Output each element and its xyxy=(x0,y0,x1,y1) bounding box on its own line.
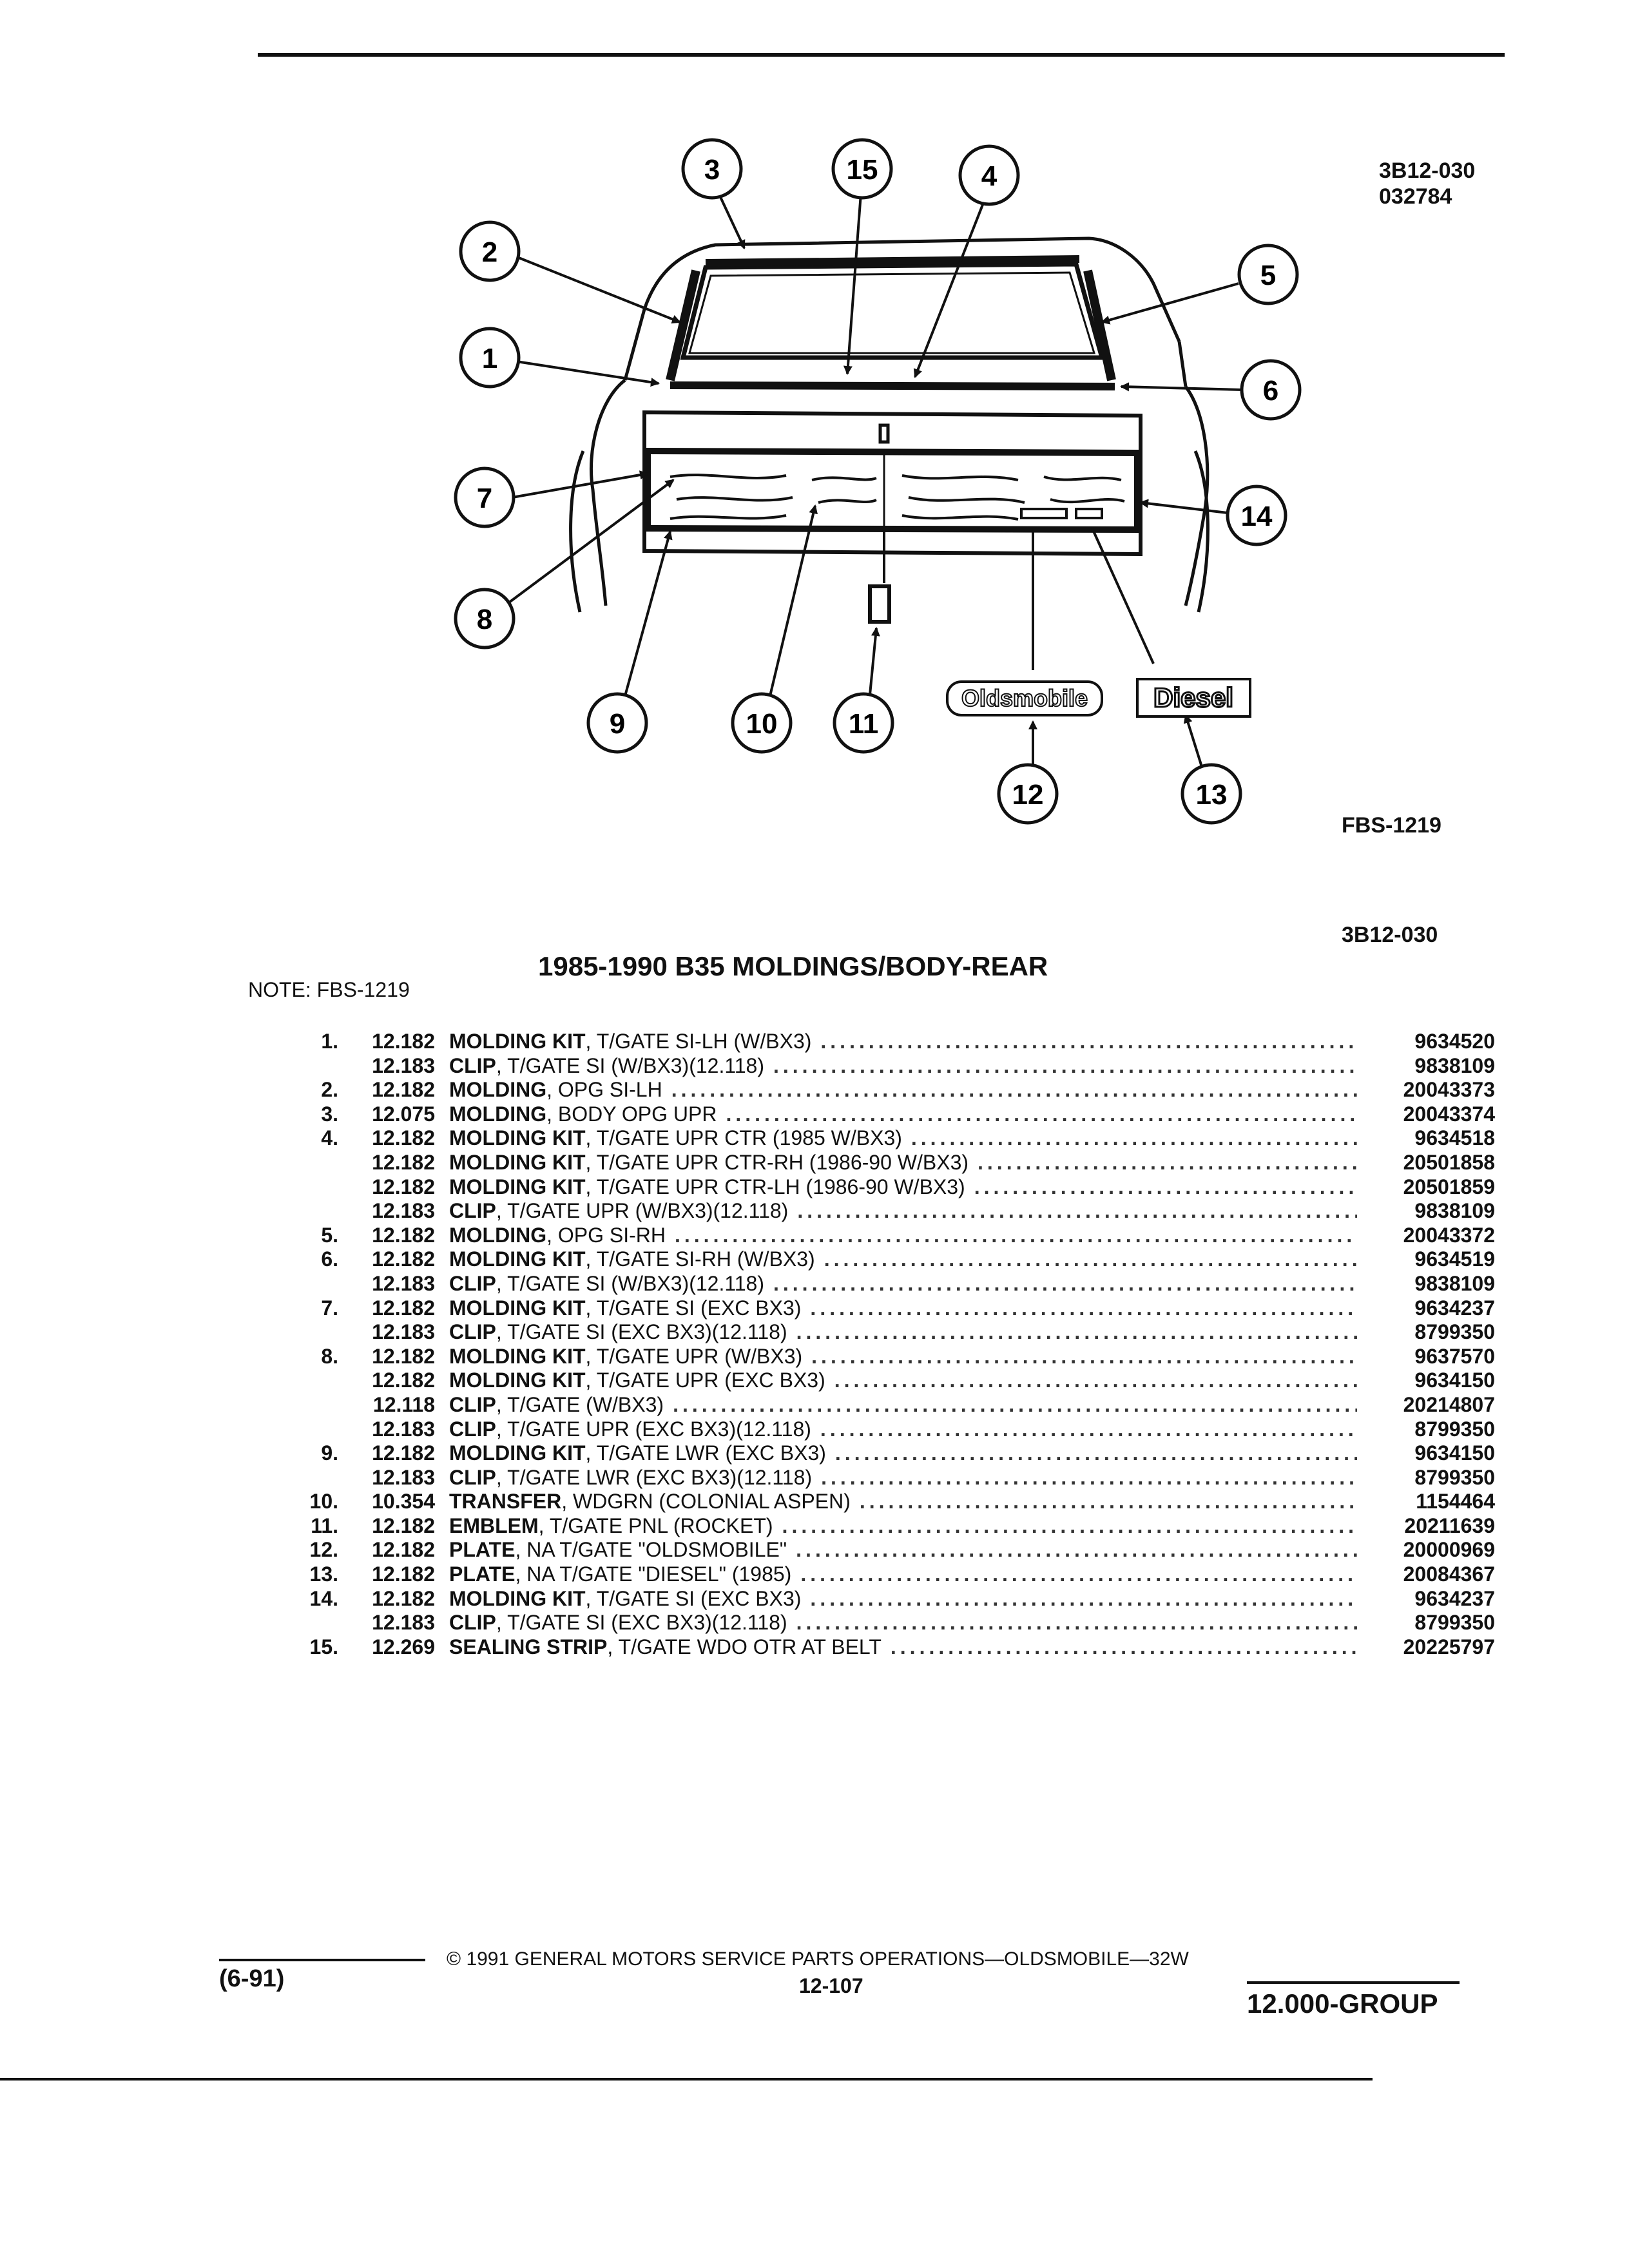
part-row xyxy=(271,1320,1495,1345)
part-group-code: 12.269 xyxy=(372,1635,435,1658)
part-row xyxy=(271,1224,1495,1248)
part-detail: , T/GATE SI (W/BX3)(12.118) xyxy=(496,1053,764,1077)
svg-text:Oldsmobile: Oldsmobile xyxy=(961,685,1088,711)
part-row xyxy=(271,1611,1495,1635)
svg-text:13: 13 xyxy=(1195,779,1228,811)
part-name: PLATE xyxy=(449,1562,516,1586)
part-catalog-number: 9634237 xyxy=(1414,1296,1495,1320)
part-description xyxy=(449,1199,788,1224)
part-group-code: 12.182 xyxy=(372,1441,435,1465)
dot-leader xyxy=(820,1030,1357,1054)
part-catalog-number: 20000969 xyxy=(1403,1538,1495,1562)
callout-13 xyxy=(1182,765,1240,823)
callout-11 xyxy=(834,694,892,752)
svg-text:9: 9 xyxy=(609,708,626,740)
part-detail: , T/GATE SI (EXC BX3) xyxy=(585,1296,802,1320)
part-number-index: 6. xyxy=(321,1247,338,1271)
page-title: 1985-1990 B35 MOLDINGS/BODY-REAR xyxy=(538,951,1048,981)
oldsmobile-emblem xyxy=(947,682,1102,715)
dot-leader xyxy=(782,1514,1357,1539)
note: NOTE: FBS-1219 xyxy=(248,978,410,1001)
part-row xyxy=(271,1102,1495,1127)
part-row xyxy=(271,1562,1495,1587)
part-detail: , T/GATE LWR (EXC BX3)(12.118) xyxy=(496,1465,813,1489)
ref-code: 3B12-030 xyxy=(1379,159,1476,183)
callout-2 xyxy=(461,222,519,280)
part-detail: , NA T/GATE "DIESEL" (1985) xyxy=(515,1562,792,1586)
parts-list xyxy=(271,1030,1495,1659)
part-name: EMBLEM xyxy=(449,1514,539,1537)
diesel-emblem xyxy=(1137,679,1250,716)
part-number-index: 2. xyxy=(321,1078,338,1102)
part-name: MOLDING KIT xyxy=(449,1344,586,1368)
part-number-index: 7. xyxy=(321,1296,338,1320)
callout-8 xyxy=(456,590,514,648)
part-detail: , T/GATE SI-RH (W/BX3) xyxy=(585,1247,815,1271)
part-number-index: 5. xyxy=(321,1223,338,1247)
part-detail: , OPG SI-RH xyxy=(546,1223,666,1247)
part-group-code: 12.183 xyxy=(372,1271,435,1295)
callout-10 xyxy=(733,694,791,752)
part-row xyxy=(271,1151,1495,1175)
part-description xyxy=(449,1393,664,1418)
part-row xyxy=(271,1490,1495,1514)
part-description xyxy=(449,1320,787,1345)
part-row xyxy=(271,1635,1495,1660)
part-detail: , T/GATE UPR CTR-RH (1986-90 W/BX3) xyxy=(585,1150,969,1174)
part-description xyxy=(449,1466,812,1490)
part-number-index: 15. xyxy=(309,1635,338,1658)
part-row xyxy=(271,1587,1495,1611)
svg-text:1: 1 xyxy=(481,343,498,374)
part-detail: , T/GATE PNL (ROCKET) xyxy=(538,1514,773,1537)
part-catalog-number: 9634237 xyxy=(1414,1586,1495,1610)
svg-text:14: 14 xyxy=(1240,501,1273,532)
part-group-code: 12.182 xyxy=(372,1586,435,1610)
callout-15 xyxy=(833,140,891,198)
part-group-code: 12.118 xyxy=(372,1392,435,1416)
part-detail: , OPG SI-LH xyxy=(546,1078,662,1102)
part-detail: , T/GATE UPR (W/BX3) xyxy=(585,1344,803,1368)
svg-text:3: 3 xyxy=(704,154,720,186)
part-group-code: 12.183 xyxy=(372,1611,435,1635)
part-row xyxy=(271,1345,1495,1369)
part-catalog-number: 20084367 xyxy=(1403,1562,1495,1586)
footer-page: 12-107 xyxy=(799,1974,863,1997)
part-group-code: 12.075 xyxy=(372,1102,435,1126)
part-name: MOLDING KIT xyxy=(449,1441,586,1465)
dot-leader xyxy=(810,1296,1357,1321)
part-catalog-number: 8799350 xyxy=(1414,1611,1495,1635)
dot-leader xyxy=(820,1418,1357,1442)
part-catalog-number: 20043373 xyxy=(1403,1078,1495,1102)
part-detail: , T/GATE UPR (EXC BX3) xyxy=(585,1369,825,1392)
part-name: MOLDING KIT xyxy=(449,1247,586,1271)
part-number-index: 1. xyxy=(321,1030,338,1053)
part-group-code: 12.182 xyxy=(372,1369,435,1392)
part-name: MOLDING KIT xyxy=(449,1150,586,1174)
part-group-code: 12.182 xyxy=(372,1126,435,1150)
callout-3 xyxy=(683,140,741,198)
svg-text:11: 11 xyxy=(848,708,879,740)
part-name: MOLDING KIT xyxy=(449,1175,586,1198)
svg-text:Diesel: Diesel xyxy=(1153,682,1233,713)
part-group-code: 12.183 xyxy=(372,1320,435,1344)
callout-14 xyxy=(1228,486,1286,544)
part-row xyxy=(271,1272,1495,1296)
part-number-index: 13. xyxy=(309,1562,338,1586)
part-row xyxy=(271,1393,1495,1418)
part-group-code: 12.182 xyxy=(372,1296,435,1320)
part-description xyxy=(449,1247,815,1272)
part-number-index: 10. xyxy=(309,1490,338,1514)
part-row xyxy=(271,1441,1495,1466)
dot-leader xyxy=(821,1466,1357,1490)
part-group-code: 12.182 xyxy=(372,1175,435,1198)
part-group-code: 12.182 xyxy=(372,1562,435,1586)
part-row xyxy=(271,1296,1495,1321)
callout-4 xyxy=(960,146,1018,204)
part-detail: , WDGRN (COLONIAL ASPEN) xyxy=(561,1490,851,1514)
dot-leader xyxy=(891,1635,1357,1660)
part-row xyxy=(271,1538,1495,1562)
part-group-code: 12.182 xyxy=(372,1223,435,1247)
svg-text:6: 6 xyxy=(1262,375,1279,407)
part-catalog-number: 20214807 xyxy=(1403,1392,1495,1416)
footer-copyright: © 1991 GENERAL MOTORS SERVICE PARTS OPERATIONS—OLDSMOBILE—32W xyxy=(447,1948,1189,1970)
tailgate-diagram xyxy=(0,0,1629,863)
figure-code: FBS-1219 xyxy=(1342,813,1441,838)
part-description xyxy=(449,1151,969,1175)
part-detail: , T/GATE UPR (W/BX3)(12.118) xyxy=(496,1199,789,1223)
dot-leader xyxy=(911,1126,1357,1151)
part-number-index: 11. xyxy=(311,1514,338,1537)
callout-leaders xyxy=(509,189,1242,773)
dot-leader xyxy=(834,1369,1357,1393)
part-description xyxy=(449,1030,811,1054)
part-description xyxy=(449,1418,811,1442)
part-description xyxy=(449,1538,787,1562)
dot-leader xyxy=(671,1078,1357,1102)
part-group-code: 12.182 xyxy=(372,1538,435,1562)
part-catalog-number: 9838109 xyxy=(1414,1199,1495,1223)
part-description xyxy=(449,1296,801,1321)
part-row xyxy=(271,1369,1495,1393)
part-description xyxy=(449,1272,764,1296)
part-name: CLIP xyxy=(449,1053,496,1077)
part-catalog-number: 20043374 xyxy=(1403,1102,1495,1126)
section-code: 3B12-030 xyxy=(1342,923,1438,947)
part-name: MOLDING KIT xyxy=(449,1369,586,1392)
bottom-rule xyxy=(0,2078,1373,2081)
part-name: MOLDING KIT xyxy=(449,1030,586,1053)
part-description xyxy=(449,1611,787,1635)
part-detail: , T/GATE LWR (EXC BX3) xyxy=(585,1441,826,1465)
part-description xyxy=(449,1126,902,1151)
part-detail: , BODY OPG UPR xyxy=(546,1102,717,1126)
part-name: MOLDING xyxy=(449,1223,547,1247)
part-number-index: 12. xyxy=(309,1538,338,1562)
part-description xyxy=(449,1587,801,1611)
svg-text:15: 15 xyxy=(846,154,878,186)
part-description xyxy=(449,1441,826,1466)
svg-text:10: 10 xyxy=(746,708,778,740)
part-detail: , T/GATE SI (EXC BX3)(12.118) xyxy=(496,1611,787,1635)
svg-text:4: 4 xyxy=(981,160,998,192)
svg-text:2: 2 xyxy=(481,236,498,268)
part-row xyxy=(271,1466,1495,1490)
dot-leader xyxy=(810,1587,1357,1611)
dot-leader xyxy=(835,1441,1357,1466)
part-catalog-number: 8799350 xyxy=(1414,1417,1495,1441)
part-group-code: 12.183 xyxy=(372,1053,435,1077)
part-description xyxy=(449,1224,666,1248)
callout-12 xyxy=(999,765,1057,823)
part-name: CLIP xyxy=(449,1199,496,1223)
part-detail: , T/GATE UPR (EXC BX3)(12.118) xyxy=(496,1417,811,1441)
footer-rule-left xyxy=(219,1959,425,1961)
part-row xyxy=(271,1175,1495,1200)
callout-1 xyxy=(461,329,519,387)
part-description xyxy=(449,1102,717,1127)
part-number-index: 9. xyxy=(321,1441,338,1465)
part-group-code: 12.183 xyxy=(372,1199,435,1223)
dot-leader xyxy=(974,1175,1357,1200)
callout-9 xyxy=(588,694,646,752)
part-name: PLATE xyxy=(449,1538,516,1562)
part-row xyxy=(271,1078,1495,1102)
dot-leader xyxy=(796,1611,1357,1635)
part-row xyxy=(271,1054,1495,1079)
part-name: TRANSFER xyxy=(449,1490,562,1514)
part-row xyxy=(271,1418,1495,1442)
part-catalog-number: 9634150 xyxy=(1414,1441,1495,1465)
part-name: MOLDING KIT xyxy=(449,1296,586,1320)
part-row xyxy=(271,1126,1495,1151)
dot-leader xyxy=(811,1345,1357,1369)
part-name: MOLDING KIT xyxy=(449,1126,586,1150)
footer-date: (6-91) xyxy=(219,1965,285,1992)
part-row xyxy=(271,1030,1495,1054)
dot-leader xyxy=(800,1562,1357,1587)
svg-text:7: 7 xyxy=(476,483,493,514)
part-catalog-number: 8799350 xyxy=(1414,1465,1495,1489)
part-detail: , T/GATE WDO OTR AT BELT xyxy=(607,1635,882,1658)
part-catalog-number: 20043372 xyxy=(1403,1223,1495,1247)
vehicle-rear-outline xyxy=(571,238,1208,622)
part-group-code: 12.183 xyxy=(372,1417,435,1441)
part-name: CLIP xyxy=(449,1320,496,1344)
part-description xyxy=(449,1369,825,1393)
callout-6 xyxy=(1242,361,1300,419)
part-detail: , T/GATE SI (EXC BX3) xyxy=(585,1586,802,1610)
part-name: CLIP xyxy=(449,1611,496,1635)
part-description xyxy=(449,1514,773,1539)
part-group-code: 12.182 xyxy=(372,1247,435,1271)
part-description xyxy=(449,1490,851,1514)
part-number-index: 8. xyxy=(321,1344,338,1368)
part-catalog-number: 20501859 xyxy=(1403,1175,1495,1198)
part-name: CLIP xyxy=(449,1465,496,1489)
svg-text:8: 8 xyxy=(476,604,493,635)
part-group-code: 12.182 xyxy=(372,1030,435,1053)
part-name: MOLDING KIT xyxy=(449,1586,586,1610)
part-detail: , T/GATE UPR CTR-LH (1986-90 W/BX3) xyxy=(585,1175,965,1198)
part-name: CLIP xyxy=(449,1417,496,1441)
part-row xyxy=(271,1199,1495,1224)
part-group-code: 12.182 xyxy=(372,1514,435,1537)
part-catalog-number: 20211639 xyxy=(1404,1514,1495,1537)
dot-leader xyxy=(796,1538,1357,1562)
dot-leader xyxy=(860,1490,1357,1514)
part-name: MOLDING xyxy=(449,1102,547,1126)
dot-leader xyxy=(797,1199,1357,1224)
part-name: CLIP xyxy=(449,1271,496,1295)
date-code: 032784 xyxy=(1379,184,1452,209)
part-number-index: 3. xyxy=(321,1102,338,1126)
dot-leader xyxy=(796,1320,1357,1345)
dot-leader xyxy=(824,1247,1357,1272)
part-detail: , NA T/GATE "OLDSMOBILE" xyxy=(515,1538,787,1562)
part-catalog-number: 8799350 xyxy=(1414,1320,1495,1344)
part-name: CLIP xyxy=(449,1392,496,1416)
part-group-code: 12.182 xyxy=(372,1344,435,1368)
part-description xyxy=(449,1345,802,1369)
part-detail: , T/GATE SI (EXC BX3)(12.118) xyxy=(496,1320,787,1344)
svg-text:5: 5 xyxy=(1260,260,1277,291)
dot-leader xyxy=(773,1054,1357,1079)
part-group-code: 12.183 xyxy=(372,1465,435,1489)
dot-leader xyxy=(673,1393,1357,1418)
footer-group: 12.000-GROUP xyxy=(1247,1988,1438,2019)
part-catalog-number: 9637570 xyxy=(1414,1344,1495,1368)
part-row xyxy=(271,1514,1495,1539)
part-description xyxy=(449,1635,882,1660)
part-catalog-number: 20501858 xyxy=(1403,1150,1495,1174)
part-description xyxy=(449,1078,662,1102)
part-detail: , T/GATE SI-LH (W/BX3) xyxy=(585,1030,812,1053)
part-catalog-number: 20225797 xyxy=(1403,1635,1495,1658)
part-catalog-number: 1154464 xyxy=(1416,1490,1495,1514)
callout-7 xyxy=(456,468,514,526)
part-catalog-number: 9838109 xyxy=(1414,1053,1495,1077)
part-name: MOLDING xyxy=(449,1078,547,1102)
part-group-code: 12.182 xyxy=(372,1150,435,1174)
dot-leader xyxy=(675,1224,1357,1248)
part-group-code: 10.354 xyxy=(372,1490,435,1514)
svg-text:12: 12 xyxy=(1012,779,1044,811)
part-catalog-number: 9634520 xyxy=(1414,1030,1495,1053)
part-number-index: 4. xyxy=(321,1126,338,1150)
part-catalog-number: 9634519 xyxy=(1414,1247,1495,1271)
part-catalog-number: 9838109 xyxy=(1414,1271,1495,1295)
dot-leader xyxy=(726,1102,1357,1127)
part-detail: , T/GATE (W/BX3) xyxy=(496,1392,664,1416)
part-detail: , T/GATE UPR CTR (1985 W/BX3) xyxy=(585,1126,902,1150)
part-number-index: 14. xyxy=(309,1586,338,1610)
dot-leader xyxy=(773,1272,1357,1296)
dot-leader xyxy=(978,1151,1357,1175)
part-catalog-number: 9634150 xyxy=(1414,1369,1495,1392)
part-description xyxy=(449,1562,791,1587)
part-catalog-number: 9634518 xyxy=(1414,1126,1495,1150)
part-description xyxy=(449,1054,764,1079)
part-row xyxy=(271,1247,1495,1272)
part-group-code: 12.182 xyxy=(372,1078,435,1102)
part-detail: , T/GATE SI (W/BX3)(12.118) xyxy=(496,1271,764,1295)
part-description xyxy=(449,1175,965,1200)
callout-5 xyxy=(1239,245,1297,303)
footer-rule-right xyxy=(1247,1981,1460,1984)
part-name: SEALING STRIP xyxy=(449,1635,608,1658)
